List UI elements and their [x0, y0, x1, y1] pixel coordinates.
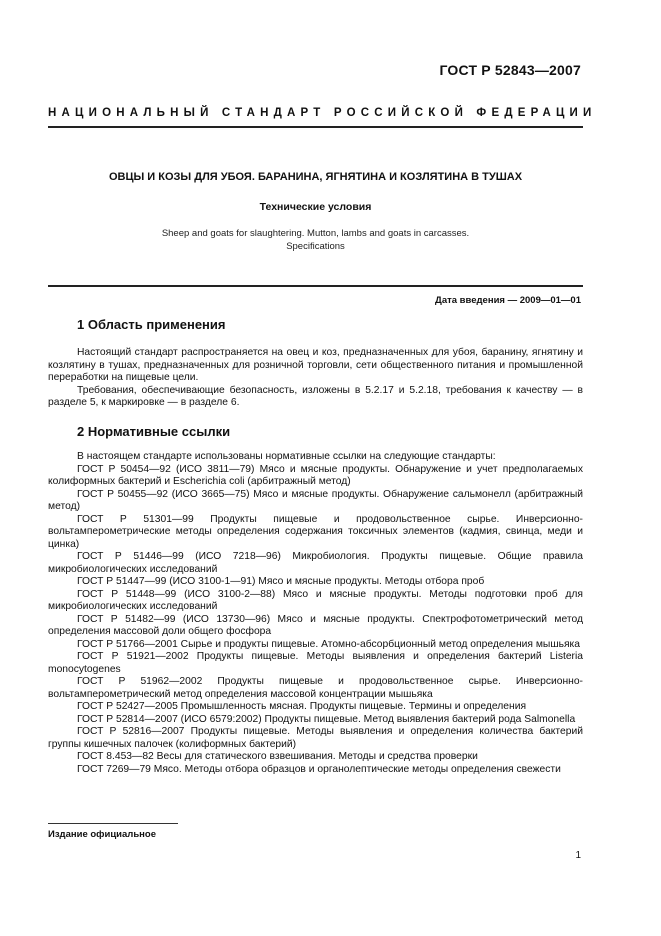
- english-title-line: Specifications: [286, 240, 345, 252]
- paragraph: Настоящий стандарт распространяется на овец и коз, предназначенных для убоя, баранину, ягнятину и козлятину в тушах, предназначенных для розничной торговли, сети общественного питания и промышленной переработки на пищевые цели.: [48, 347, 583, 383]
- standard-number: ГОСТ Р 52843—2007: [439, 62, 581, 78]
- reference-item: ГОСТ Р 51921—2002 Продукты пищевые. Методы выявления и определения бактерий Listeria monocytogenes: [48, 651, 583, 675]
- national-standard-heading: НАЦИОНАЛЬНЫЙ СТАНДАРТ РОССИЙСКОЙ ФЕДЕРАЦИИ: [48, 107, 597, 119]
- section-1-title: 1 Область применения: [77, 317, 226, 332]
- section-1-body: [48, 347, 583, 410]
- english-title-line: Sheep and goats for slaughtering. Mutton, lambs and goats in carcasses.: [161, 228, 470, 239]
- reference-item: ГОСТ 7269—79 Мясо. Методы отбора образцов и органолептические методы определения свежести: [77, 763, 561, 775]
- paragraph: В настоящем стандарте использованы нормативные ссылки на следующие стандарты:: [77, 451, 496, 462]
- reference-item: ГОСТ Р 52816—2007 Продукты пищевые. Методы выявления и определения количества бактерий группы кишечных палочек (колиформных бактерий): [48, 726, 583, 750]
- document-title: ОВЦЫ И КОЗЫ ДЛЯ УБОЯ. БАРАНИНА, ЯГНЯТИНА И КОЗЛЯТИНА В ТУШАХ: [108, 171, 523, 183]
- footer-divider: [48, 823, 178, 824]
- introduction-date: Дата введения — 2009—01—01: [435, 295, 581, 306]
- paragraph: Требования, обеспечивающие безопасность, изложены в 5.2.17 и 5.2.18, требования к качеству — в разделе 5, к маркировке — в разделе 6.: [48, 384, 583, 408]
- reference-item: ГОСТ Р 51448—99 (ИСО 3100-2—88) Мясо и мясные продукты. Методы подготовки проб для микробиологических исследований: [48, 588, 583, 612]
- reference-item: ГОСТ Р 51301—99 Продукты пищевые и продовольственное сырье. Инверсионно-вольтамперометрические методы определения содержания токсичных элементов (кадмия, свинца, меди и цинка): [48, 513, 583, 550]
- reference-item: ГОСТ Р 51446—99 (ИСО 7218—96) Микробиология. Продукты пищевые. Общие правила микробиологических исследований: [48, 551, 583, 575]
- title-divider: [48, 285, 583, 287]
- reference-item: ГОСТ Р 51447—99 (ИСО 3100-1—91) Мясо и мясные продукты. Методы отбора проб: [77, 576, 485, 587]
- official-edition-label: Издание официальное: [48, 829, 156, 840]
- english-title: [48, 228, 583, 253]
- reference-item: ГОСТ Р 52814—2007 (ИСО 6579:2002) Продукты пищевые. Метод выявления бактерий рода Salmonella: [77, 713, 576, 725]
- reference-item: ГОСТ Р 50455—92 (ИСО 3665—75) Мясо и мясные продукты. Обнаружение сальмонелл (арбитражный метод): [48, 488, 583, 512]
- reference-item: ГОСТ Р 51482—99 (ИСО 13730—96) Мясо и мясные продукты. Спектрофотометрический метод определения массовой доли общего фосфора: [48, 613, 583, 637]
- section-2-title: 2 Нормативные ссылки: [77, 424, 231, 439]
- reference-item: ГОСТ Р 51962—2002 Продукты пищевые и продовольственное сырье. Инверсионно-вольтамперометрический метод определения массовой концентрации мышьяка: [48, 676, 583, 700]
- section-2-body: [48, 451, 583, 776]
- document-subtitle: Технические условия: [259, 201, 372, 213]
- reference-item: ГОСТ Р 52427—2005 Промышленность мясная. Продукты пищевые. Термины и определения: [77, 701, 527, 712]
- page-number: 1: [575, 850, 581, 861]
- reference-item: ГОСТ Р 51766—2001 Сырье и продукты пищевые. Атомно-абсорбционный метод определения мышьяка: [77, 638, 580, 650]
- header-divider: [48, 126, 583, 128]
- reference-item: ГОСТ 8.453—82 Весы для статического взвешивания. Методы и средства проверки: [77, 751, 478, 762]
- reference-item: ГОСТ Р 50454—92 (ИСО 3811—79) Мясо и мясные продукты. Обнаружение и учет предполагаемых колиформных бактерий и Escherichia coli (арбитражный метод): [48, 463, 583, 487]
